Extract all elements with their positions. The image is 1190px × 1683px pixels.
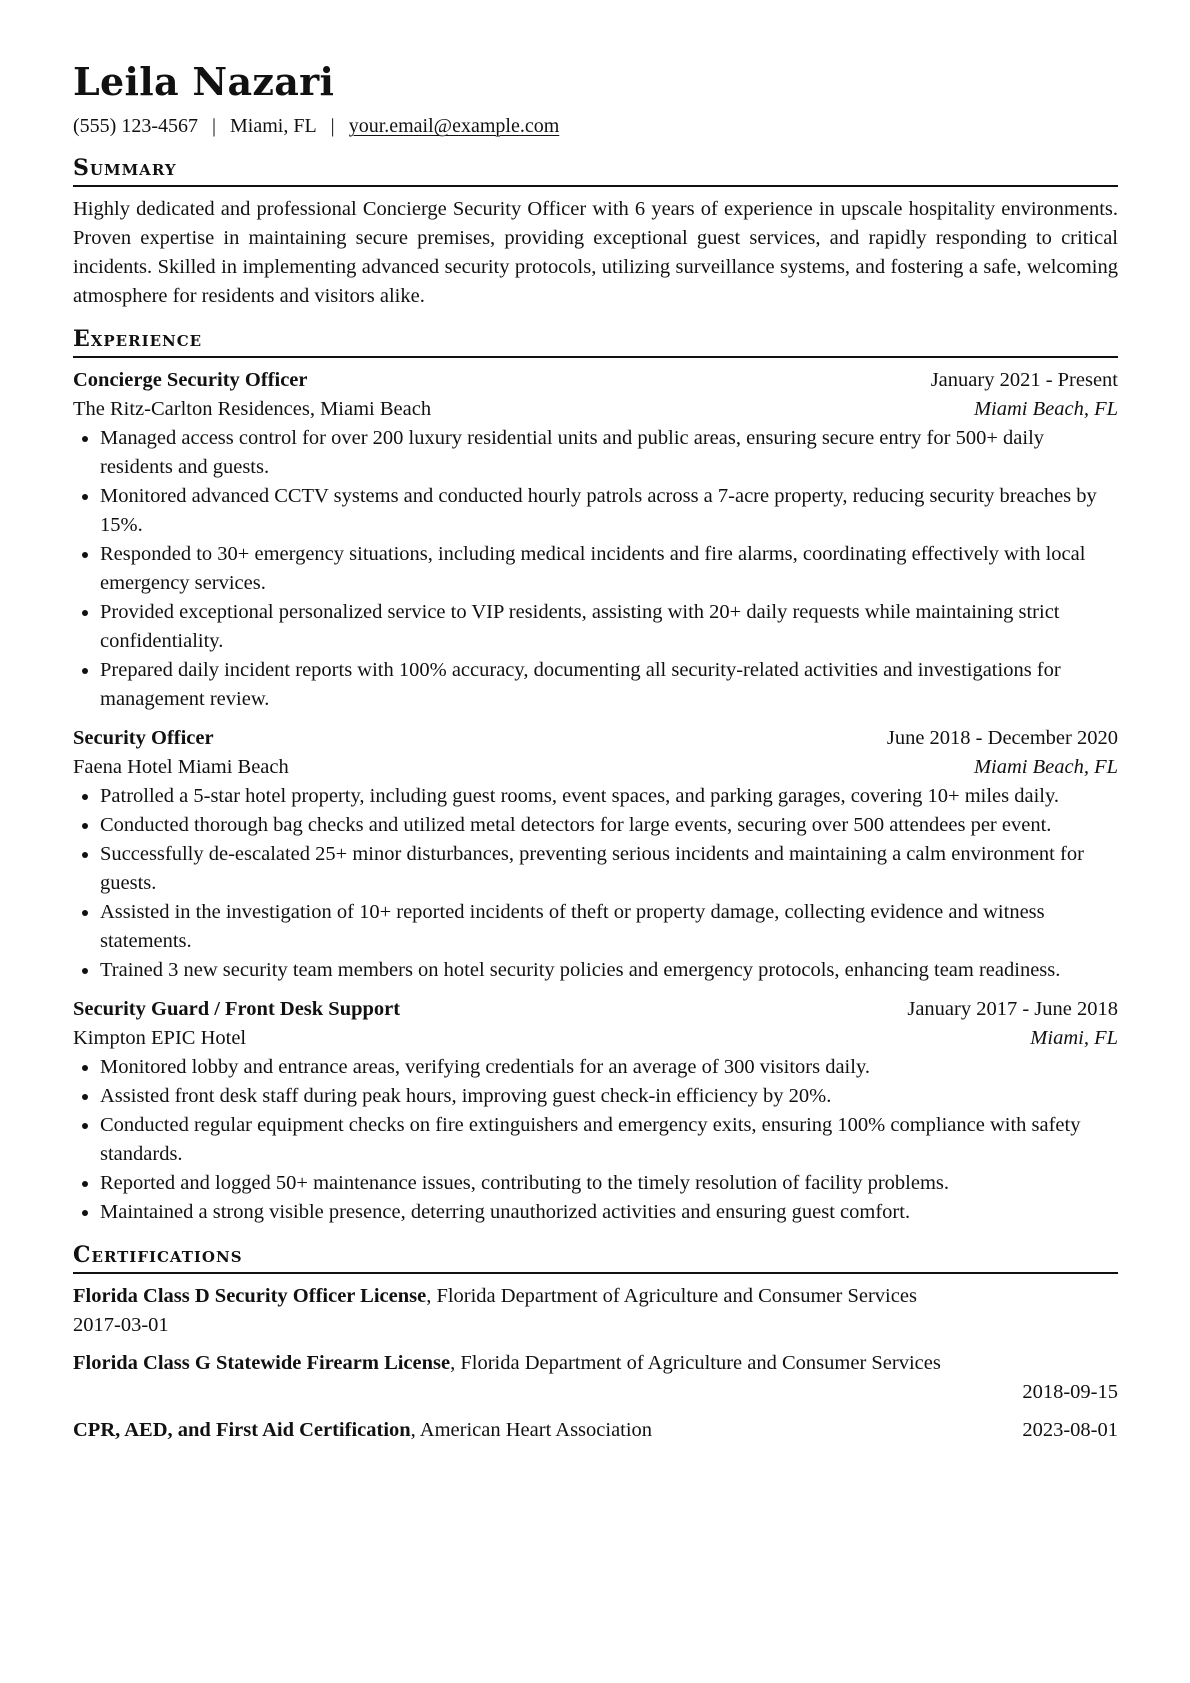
job-dates: June 2018 - December 2020 [886, 727, 1118, 749]
certification-entry: CPR, AED, and First Aid Certification, American Heart Association 2023-08-01 [73, 1416, 1118, 1445]
bullet-item: Provided exceptional personalized service to VIP residents, assisting with 20+ daily requests while maintaining strict confidentiality. [73, 598, 1118, 656]
bullet-item: Conducted regular equipment checks on fire extinguishers and emergency exits, ensuring 100% compliance with safety standards. [73, 1111, 1118, 1169]
candidate-name: Leila Nazari [73, 59, 335, 104]
resume-page [73, 58, 1118, 1445]
certification-issuer: Florida Department of Agriculture and Consumer Services [460, 1352, 941, 1374]
company-name: Kimpton EPIC Hotel [73, 1027, 247, 1049]
separator: | [330, 115, 335, 137]
bullet-item: Assisted in the investigation of 10+ reported incidents of theft or property damage, collecting evidence and witness statements. [73, 898, 1118, 956]
job-bullets [73, 424, 1118, 714]
company-name: The Ritz-Carlton Residences, Miami Beach [73, 398, 432, 420]
job-title: Security Officer [73, 727, 214, 749]
certifications-section [73, 1241, 1118, 1445]
bullet-item: Conducted thorough bag checks and utilized metal detectors for large events, securing over 500 attendees per event. [73, 811, 1118, 840]
certification-date: 2023-08-01 [1022, 1419, 1118, 1441]
company-name: Faena Hotel Miami Beach [73, 756, 289, 778]
contact-line [73, 112, 1118, 140]
bullet-item: Maintained a strong visible presence, deterring unauthorized activities and ensuring guest comfort. [73, 1198, 1118, 1227]
certification-name: Florida Class G Statewide Firearm License [73, 1352, 451, 1374]
bullet-item: Responded to 30+ emergency situations, including medical incidents and fire alarms, coordinating effectively with local emergency services. [73, 540, 1118, 598]
location: Miami, FL [230, 115, 317, 137]
job-bullets [73, 1053, 1118, 1227]
certification-issuer: American Heart Association [419, 1419, 653, 1441]
phone-number: (555) 123-4567 [73, 115, 198, 137]
certification-entry: Florida Class G Statewide Firearm License, Florida Department of Agriculture and Consumer Services 2018-09-15 [73, 1349, 1118, 1407]
summary-section [73, 154, 1118, 311]
certification-name: CPR, AED, and First Aid Certification [73, 1419, 411, 1441]
email-link[interactable]: your.email@example.com [348, 115, 560, 137]
bullet-item: Assisted front desk staff during peak hours, improving guest check-in efficiency by 20%. [73, 1082, 1118, 1111]
bullet-item: Successfully de-escalated 25+ minor disturbances, preventing serious incidents and maintaining a calm environment for guests. [73, 840, 1118, 898]
job-bullets [73, 782, 1118, 985]
bullet-item: Reported and logged 50+ maintenance issues, contributing to the timely resolution of facility problems. [73, 1169, 1118, 1198]
job-entry [73, 995, 1118, 1227]
certification-name: Florida Class D Security Officer License [73, 1285, 427, 1307]
bullet-item: Monitored advanced CCTV systems and conducted hourly patrols across a 7-acre property, reducing security breaches by 15%. [73, 482, 1118, 540]
bullet-item: Monitored lobby and entrance areas, verifying credentials for an average of 300 visitors daily. [73, 1053, 1118, 1082]
job-location: Miami Beach, FL [973, 756, 1118, 778]
experience-section [73, 325, 1118, 1227]
job-title: Security Guard / Front Desk Support [73, 998, 401, 1020]
job-entry [73, 724, 1118, 985]
section-title-summary: Summary [73, 154, 1118, 187]
job-location: Miami Beach, FL [973, 398, 1118, 420]
certification-date: 2017-03-01 [73, 1314, 169, 1336]
certification-date: 2018-09-15 [1022, 1381, 1118, 1403]
section-title-certifications: Certifications [73, 1241, 1118, 1274]
bullet-item: Prepared daily incident reports with 100% accuracy, documenting all security-related activities and investigations for management review. [73, 656, 1118, 714]
job-location: Miami, FL [1030, 1027, 1118, 1049]
job-dates: January 2021 - Present [930, 369, 1118, 391]
job-dates: January 2017 - June 2018 [907, 998, 1118, 1020]
separator: | [211, 115, 216, 137]
resume-header [73, 58, 1118, 140]
job-title: Concierge Security Officer [73, 369, 308, 391]
bullet-item: Trained 3 new security team members on hotel security policies and emergency protocols, enhancing team readiness. [73, 956, 1118, 985]
summary-text: Highly dedicated and professional Concierge Security Officer with 6 years of experience in upscale hospitality environments. Proven expertise in maintaining secure premises, providing exceptional guest services, and rapidly responding to critical incidents. Skilled in implementing advanced security protocols, utilizing surveillance systems, and fostering a safe, welcoming atmosphere for residents and visitors alike. [73, 198, 1118, 307]
section-title-experience: Experience [73, 325, 1118, 358]
certification-issuer: Florida Department of Agriculture and Consumer Services [436, 1285, 917, 1307]
bullet-item: Patrolled a 5-star hotel property, including guest rooms, event spaces, and parking garages, covering 10+ miles daily. [73, 782, 1118, 811]
certification-entry: Florida Class D Security Officer License, Florida Department of Agriculture and Consumer Services 2017-03-01 [73, 1282, 1118, 1340]
job-entry [73, 366, 1118, 714]
bullet-item: Managed access control for over 200 luxury residential units and public areas, ensuring secure entry for 500+ daily residents and guests. [73, 424, 1118, 482]
